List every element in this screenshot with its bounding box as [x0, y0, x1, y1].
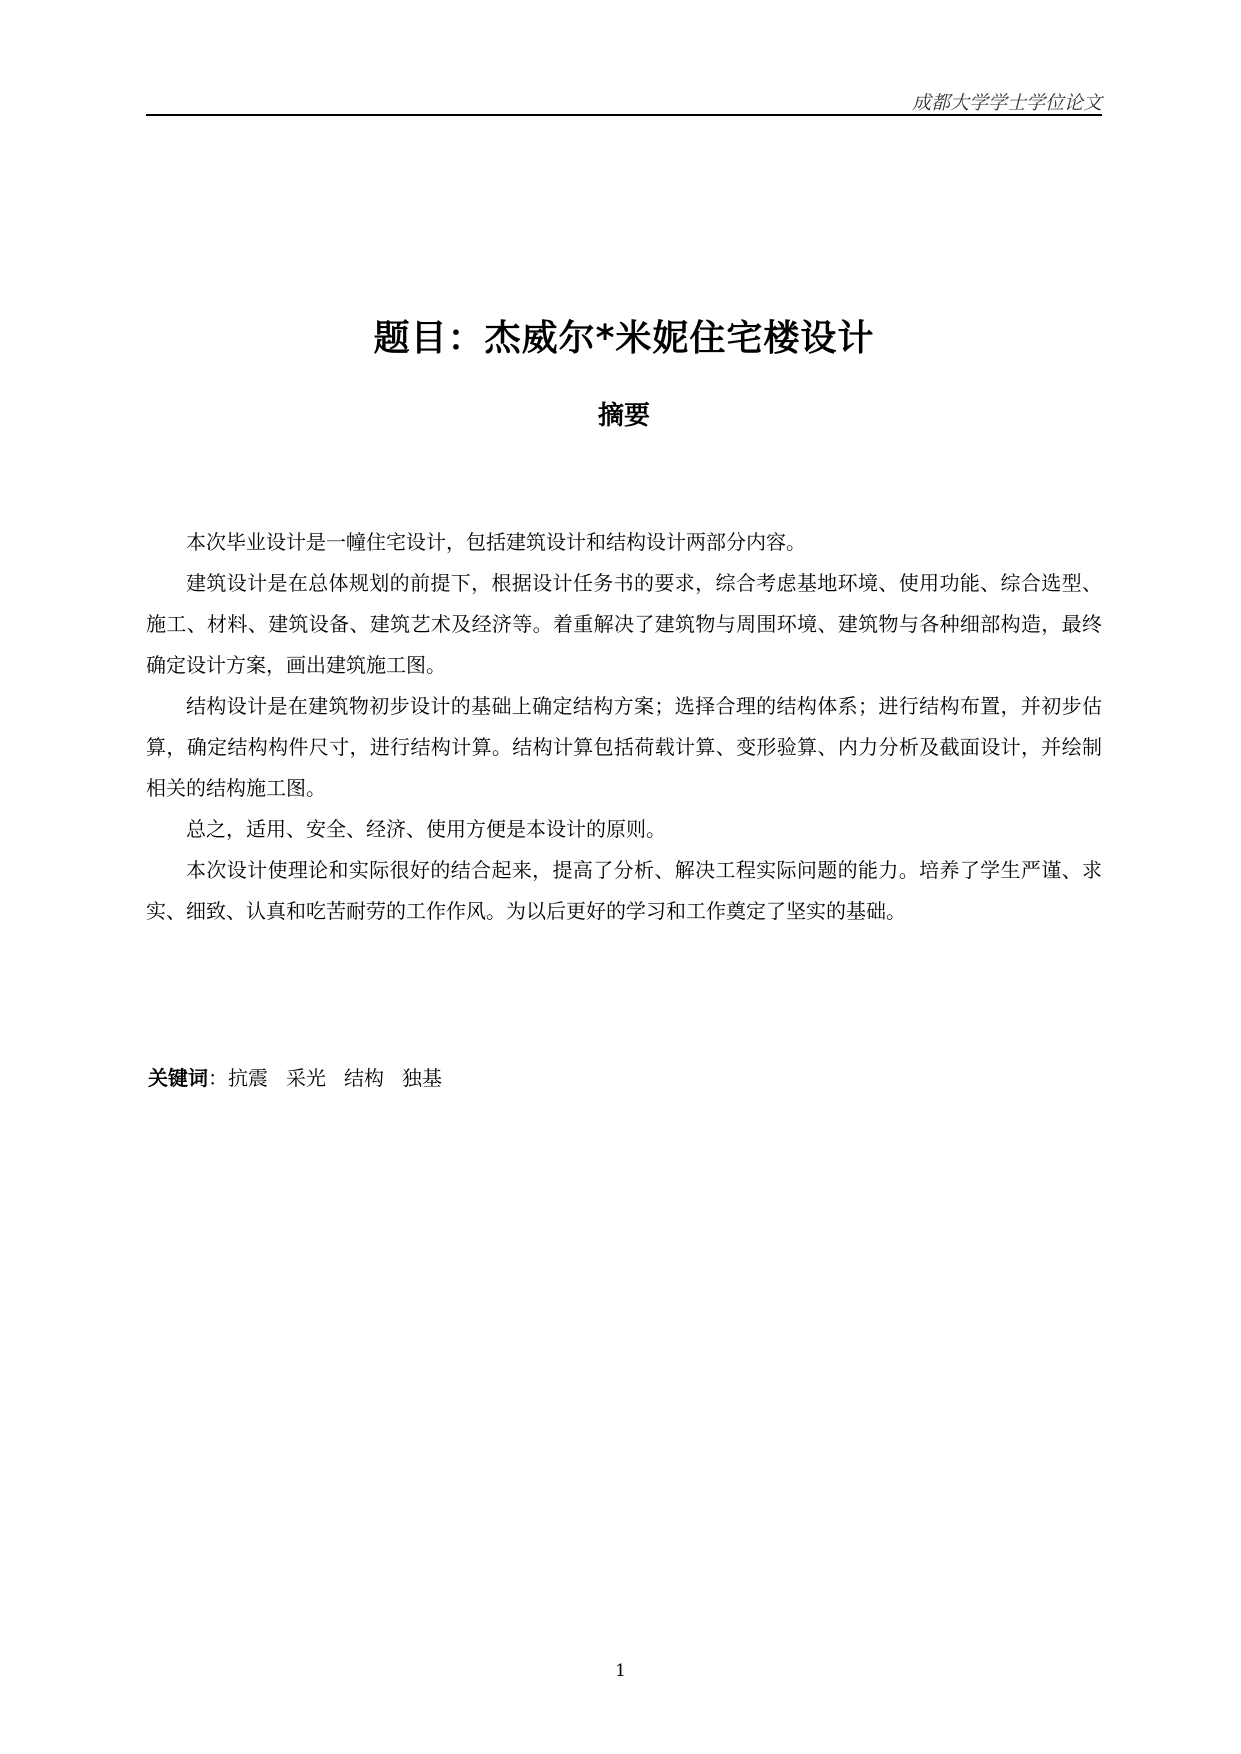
abstract-heading: 摘要 [597, 401, 650, 431]
thesis-title: 题目：杰威尔*米妮住宅楼设计 [373, 318, 875, 359]
keywords-label: 关键词 [148, 1066, 208, 1090]
keyword: 抗震 [228, 1066, 268, 1090]
abstract-paragraph: 本次毕业设计是一幢住宅设计，包括建筑设计和结构设计两部分内容。 [186, 530, 806, 554]
page-number: 1 [615, 1661, 626, 1681]
abstract-paragraph: 建筑设计是在总体规划的前提下，根据设计任务书的要求，综合考虑基地环境、使用功能、综合选型、施工、材料、建筑设备、建筑艺术及经济等。着重解决了建筑物与周围环境、建筑物与各种细部构造，最终确定设计方案，画出建筑施工图。 [146, 571, 1102, 677]
header-divider [146, 114, 1102, 116]
abstract-paragraph: 结构设计是在建筑物初步设计的基础上确定结构方案；选择合理的结构体系；进行结构布置，并初步估算，确定结构构件尺寸，进行结构计算。结构计算包括荷载计算、变形验算、内力分析及截面设计，并绘制相关的结构施工图。 [146, 694, 1102, 800]
keyword: 独基 [402, 1066, 442, 1090]
keywords-separator: ： [208, 1066, 228, 1090]
keywords-line [148, 1062, 460, 1091]
abstract-paragraph: 本次设计使理论和实际很好的结合起来，提高了分析、解决工程实际问题的能力。培养了学生严谨、求实、细致、认真和吃苦耐劳的工作作风。为以后更好的学习和工作奠定了坚实的基础。 [146, 858, 1102, 923]
abstract-body [146, 522, 1102, 932]
running-header: 成都大学学士学位论文 [911, 92, 1102, 114]
abstract-paragraph: 总之，适用、安全、经济、使用方便是本设计的原则。 [186, 817, 666, 841]
keyword: 采光 [286, 1066, 326, 1090]
keyword: 结构 [344, 1066, 384, 1090]
